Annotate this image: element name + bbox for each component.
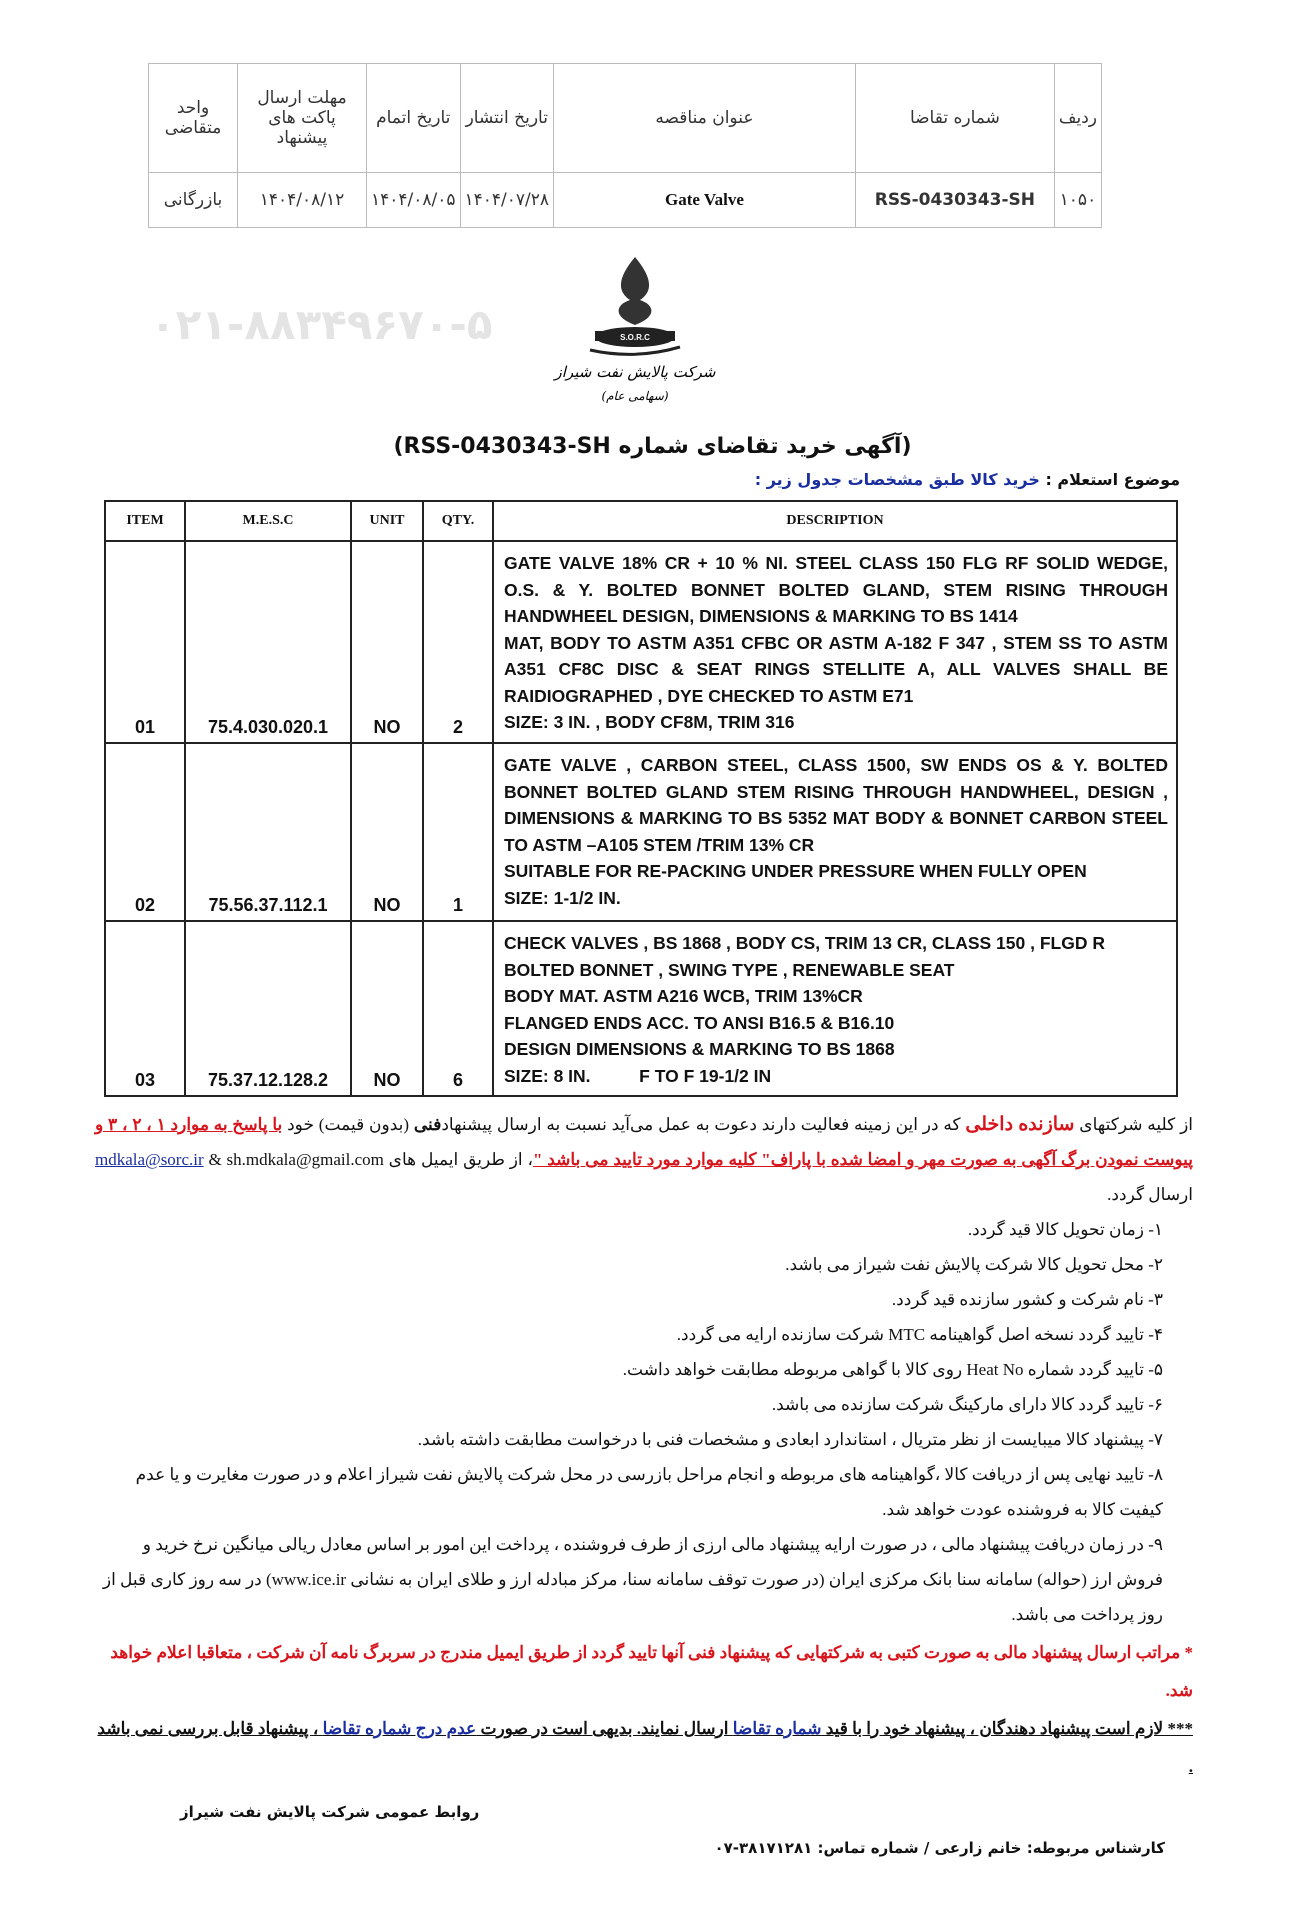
description-cell xyxy=(493,921,1177,1096)
col-header: UNIT xyxy=(351,501,423,541)
unit-cell: NO xyxy=(351,743,423,921)
cell: ۱۰۵۰ xyxy=(1054,173,1101,228)
page-title: (آگهی خرید تقاضای شماره RSS-0430343-SH) xyxy=(393,434,912,459)
col-header: ردیف xyxy=(1054,64,1101,173)
cell: بازرگانی xyxy=(149,173,238,228)
cell: ۱۴۰۴/۰۸/۱۲ xyxy=(238,173,367,228)
list-item: ۳- نام شرکت و کشور سازنده قید گردد. xyxy=(891,1290,1163,1309)
notice-content xyxy=(0,432,1305,1890)
description-text: CHECK VALVES , BS 1868 , BODY CS, TRIM 13 CR, CLASS 150 , FLGD R BOLTED BONNET , SWING TYPE , RENEWABLE SEAT BODY MAT. ASTM A216 WCB, TRIM 13%CR FLANGED ENDS ACC. TO ANSI B16.5 & B16.10 DESIGN DIMENSIONS & MARKING TO BS 1868 SIZE: 8 IN. F TO F 19-1/2 IN xyxy=(504,933,1105,1086)
list-item: ۵- تایید گردد شماره Heat No روی کالا با گواهی مربوطه مطابقت خواهد داشت. xyxy=(622,1360,1163,1379)
text-emphasis: سازنده داخلی xyxy=(965,1114,1075,1135)
contact-info: کارشناس مربوطه: خانم زارعی / شماره تماس: ۳۸۱۷۱۲۸۱-۰۷ xyxy=(714,1839,1165,1857)
text: ، از طریق ایمیل های xyxy=(383,1150,533,1169)
list-item: ۱- زمان تحویل کالا قید گردد. xyxy=(967,1220,1163,1239)
item-cell: 03 xyxy=(105,921,185,1096)
col-header: عنوان مناقصه xyxy=(554,64,856,173)
item-cell: 01 xyxy=(105,541,185,743)
watermark: ۰۲۱-۸۸۳۴۹۶۷۰-۵ xyxy=(150,300,493,349)
signature: روابط عمومی شرکت پالایش نفت شیراز xyxy=(180,1803,480,1821)
unit-cell: NO xyxy=(351,541,423,743)
text: ارسال گردد. xyxy=(1107,1185,1193,1204)
cell: ۱۴۰۴/۰۸/۰۵ xyxy=(367,173,461,228)
subject-label: موضوع استعلام : xyxy=(1039,470,1180,489)
col-header: ITEM xyxy=(105,501,185,541)
description-text: GATE VALVE 18% CR + 10 % NI. STEEL CLASS 150 FLG RF SOLID WEDGE, O.S. & Y. BOLTED BONNET BOLTED GLAND, STEM RISING THROUGH HANDWHEEL DESIGN, DIMENSIONS & MARKING TO BS 1414 MAT, BODY TO ASTM A351 CFBC OR ASTM A-182 F 347 , STEM SS TO ASTM A351 CF8C DISC & SEAT RINGS STELLITE A, ALL VALVES SHALL BE RAIDIOGRAPHED , DYE CHECKED TO ASTM E71 SIZE: 3 IN. , BODY CF8M, TRIM 316 xyxy=(504,553,1168,732)
conditions-list xyxy=(95,1212,1163,1632)
unit-cell: NO xyxy=(351,921,423,1096)
text-emphasis: با پاسخ به موارد ۱ ، ۲ ، ۳ و پیوست نمودن برگ آگهی به صورت مهر و امضا شده با پاراف" کلیه موارد مورد تایید می باشد " xyxy=(95,1115,1193,1169)
svg-text:شرکت پالایش نفت شیراز: شرکت پالایش نفت شیراز xyxy=(554,363,716,381)
mesc-cell: 75.56.37.112.1 xyxy=(185,743,351,921)
email-link[interactable]: mdkala@sorc.ir xyxy=(95,1150,204,1169)
text: & xyxy=(203,1150,227,1169)
table-row xyxy=(105,541,1177,743)
subject-value: خرید کالا طبق مشخصات جدول زیر : xyxy=(754,470,1040,489)
col-header: تاریخ اتمام xyxy=(367,64,461,173)
text: *** لازم است پیشنهاد دهندگان ، پیشنهاد خود را با قید xyxy=(821,1719,1193,1738)
intro-paragraph xyxy=(95,1107,1193,1212)
svg-text:S.O.R.C: S.O.R.C xyxy=(620,333,650,342)
financial-notice: * مراتب ارسال پیشنهاد مالی به صورت کتبی به شرکتهایی که پیشنهاد فنی آنها تایید گردد از طریق ایمیل مندرج در سربرگ نامه آن شرکت ، متعاقبا اعلام خواهد شد. xyxy=(110,1643,1193,1700)
text-emphasis: عدم درج شماره تقاضا xyxy=(322,1719,477,1738)
col-header: تاریخ انتشار xyxy=(460,64,554,173)
list-item: ۶- تایید گردد کالا دارای مارکینگ شرکت سازنده می باشد. xyxy=(771,1395,1163,1414)
text: فنی xyxy=(413,1115,442,1134)
description-cell xyxy=(493,743,1177,921)
text: (بدون قیمت) خود xyxy=(282,1115,414,1134)
table-row xyxy=(105,921,1177,1096)
col-header: شماره تقاضا xyxy=(855,64,1054,173)
items-table xyxy=(104,500,1178,1097)
description-cell xyxy=(493,541,1177,743)
text: ، پیشنهاد قابل بررسی نمی باشد . xyxy=(97,1719,1193,1776)
table-row xyxy=(105,743,1177,921)
item-cell: 02 xyxy=(105,743,185,921)
subject-line xyxy=(0,468,1180,492)
col-header: DESCRIPTION xyxy=(493,501,1177,541)
qty-cell: 2 xyxy=(423,541,493,743)
svg-text:(سهامی عام): (سهامی عام) xyxy=(601,389,669,403)
company-logo xyxy=(554,255,716,415)
notice-body xyxy=(95,1107,1193,1786)
list-item: ۷- پیشنهاد کالا میبایست از نظر متریال ، استاندارد ابعادی و مشخصات فنی با درخواست مطابقت داشته باشد. xyxy=(417,1430,1163,1449)
col-header: مهلت ارسال پاکت های پیشنهاد xyxy=(238,64,367,173)
list-item: ۹- در زمان دریافت پیشنهاد مالی ، در صورت ارایه پیشنهاد مالی ارزی از طرف فروشنده ، پرداخت این امور بر اساس معادل ریالی میانگین نرخ خرید و فروش ارز (حواله) سامانه سنا بانک مرکزی ایران (در صورت توقف سامانه سنا، مرکز مبادله ارز و طلای ایران به نشانی www.ice.ir) در سه روز کاری قبل از روز پرداخت می باشد. xyxy=(102,1535,1163,1624)
table-row xyxy=(149,173,1102,228)
request-number-notice xyxy=(95,1710,1193,1786)
text: که در این زمینه فعالیت دارند دعوت به عمل می‌آید نسبت به ارسال پیشنهاد xyxy=(441,1115,966,1134)
text: ارسال نمایند. بدیهی است در صورت xyxy=(476,1719,733,1738)
col-header: M.E.S.C xyxy=(185,501,351,541)
text-emphasis: شماره تقاضا xyxy=(732,1719,822,1738)
col-header: واحد متقاضی xyxy=(149,64,238,173)
mesc-cell: 75.37.12.128.2 xyxy=(185,921,351,1096)
text: از کلیه شرکتهای xyxy=(1074,1115,1193,1134)
cell: Gate Valve xyxy=(554,173,856,228)
col-header: QTY. xyxy=(423,501,493,541)
mesc-cell: 75.4.030.020.1 xyxy=(185,541,351,743)
cell: RSS-0430343-SH xyxy=(855,173,1054,228)
qty-cell: 1 xyxy=(423,743,493,921)
list-item: ۲- محل تحویل کالا شرکت پالایش نفت شیراز می باشد. xyxy=(785,1255,1163,1274)
list-item: ۴- تایید گردد نسخه اصل گواهینامه MTC شرکت سازنده ارایه می گردد. xyxy=(676,1325,1163,1344)
summary-table xyxy=(148,63,1102,228)
list-item: ۸- تایید نهایی پس از دریافت کالا ،گواهینامه های مربوطه و انجام مراحل بازرسی در محل شرکت پالایش نفت شیراز اعلام و در صورت مغایرت و یا عدم کیفیت کالا به فروشنده عودت خواهد شد. xyxy=(135,1465,1163,1519)
description-text: GATE VALVE , CARBON STEEL, CLASS 1500, SW ENDS OS & Y. BOLTED BONNET BOLTED GLAND STEM RISING THROUGH HANDWHEEL, DESIGN , DIMENSIONS & MARKING TO BS 5352 MAT BODY & BONNET CARBON STEEL TO ASTM –A105 STEM /TRIM 13% CR SUITABLE FOR RE-PACKING UNDER PRESSURE WHEN FULLY OPEN SIZE: 1-1/2 IN. xyxy=(504,755,1168,908)
email-text: sh.mdkala@gmail.com xyxy=(226,1150,384,1169)
cell: ۱۴۰۴/۰۷/۲۸ xyxy=(460,173,554,228)
qty-cell: 6 xyxy=(423,921,493,1096)
